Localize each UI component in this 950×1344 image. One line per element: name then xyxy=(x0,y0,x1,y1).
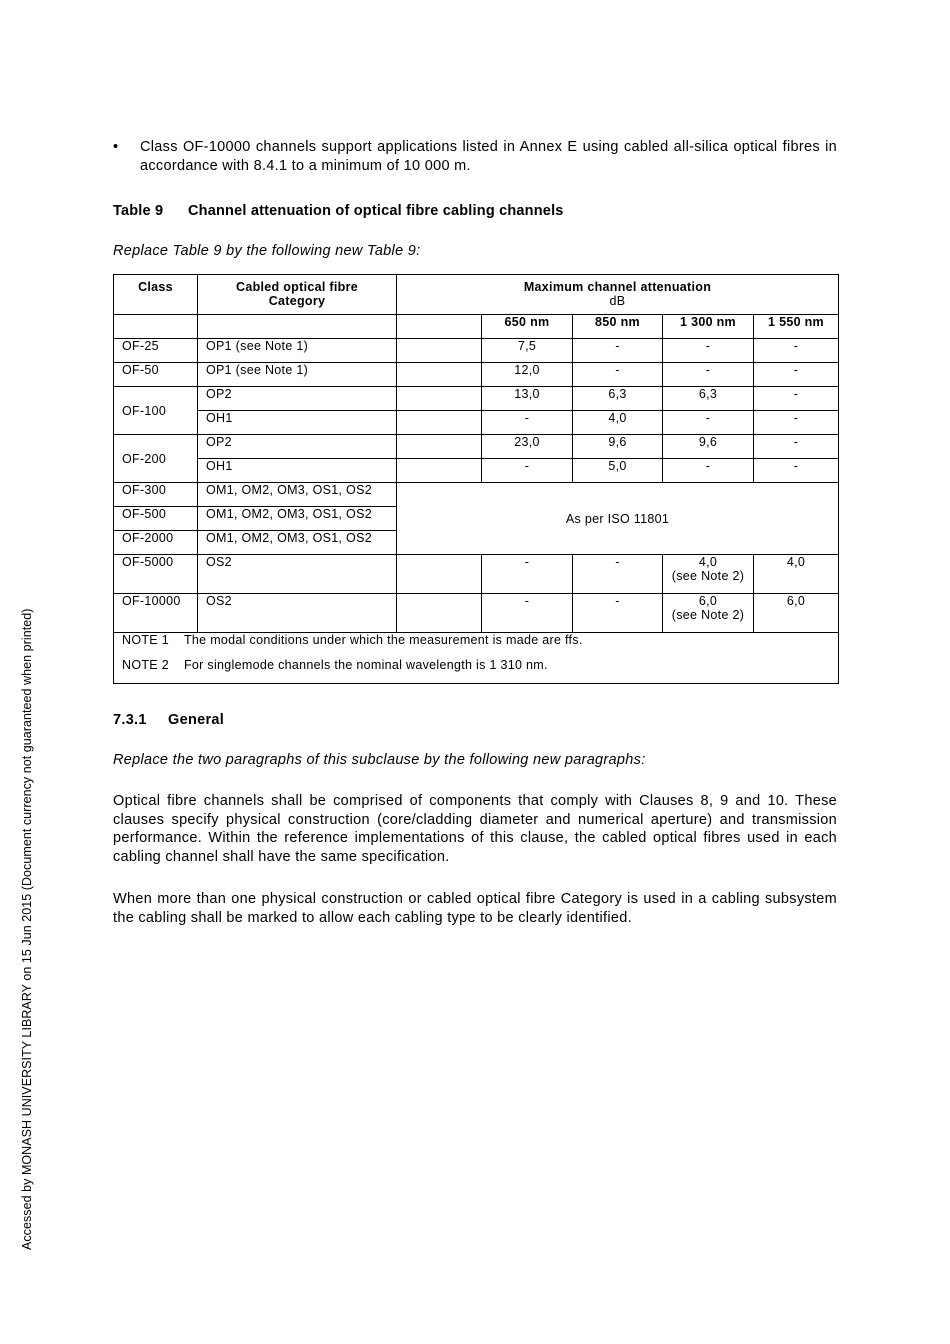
cell-category: OP1 (see Note 1) xyxy=(198,339,397,363)
cell-850: - xyxy=(573,363,663,387)
header-1300nm: 1 300 nm xyxy=(663,315,754,339)
cell-850: 5,0 xyxy=(573,459,663,483)
table-row-of100-oh1 xyxy=(114,411,839,435)
cell-category: OP2 xyxy=(198,387,397,411)
cell-class: OF-2000 xyxy=(114,531,198,555)
bullet-item xyxy=(113,138,837,175)
bullet-marker: • xyxy=(113,139,119,155)
table-instruction: Replace Table 9 by the following new Table 9: xyxy=(113,243,421,259)
cell-1300: - xyxy=(663,411,754,435)
cell-1550: - xyxy=(754,387,839,411)
cell-1550: - xyxy=(754,411,839,435)
cell-1300: 6,3 xyxy=(663,387,754,411)
section-heading xyxy=(113,712,837,728)
header-category: Cabled optical fibre Category xyxy=(198,275,397,315)
note-label: NOTE 2 xyxy=(122,658,169,672)
cell-1300: 9,6 xyxy=(663,435,754,459)
header-unit: dB xyxy=(609,294,626,308)
table-row-of25 xyxy=(114,339,839,363)
cell-850: 4,0 xyxy=(573,411,663,435)
cell-1300: - xyxy=(663,363,754,387)
cell-1550: - xyxy=(754,459,839,483)
attenuation-table xyxy=(113,274,839,684)
cell-850: 9,6 xyxy=(573,435,663,459)
cell-category: OS2 xyxy=(198,594,397,633)
cell-class: OF-300 xyxy=(114,483,198,507)
header-class: Class xyxy=(114,275,198,315)
cell-class: OF-10000 xyxy=(114,594,198,633)
note-text: The modal conditions under which the measurement is made are ffs. xyxy=(184,633,583,647)
table-notes xyxy=(114,633,839,684)
cell-class: OF-500 xyxy=(114,507,198,531)
cell-category: OP2 xyxy=(198,435,397,459)
table-number: Table 9 xyxy=(113,203,164,219)
table-row-of300 xyxy=(114,483,839,507)
cell-1300-value: 6,0 xyxy=(698,594,718,608)
cell-850: - xyxy=(573,555,663,594)
cell-850: 6,3 xyxy=(573,387,663,411)
cell-class: OF-25 xyxy=(114,339,198,363)
cell-category: OS2 xyxy=(198,555,397,594)
cell-650: - xyxy=(482,411,573,435)
cell-category: OM1, OM2, OM3, OS1, OS2 xyxy=(198,483,397,507)
cell-class: OF-5000 xyxy=(114,555,198,594)
paragraph-1: Optical fibre channels shall be comprised of components that comply with Clauses 8, 9 and 10. These clauses specify physical construction (core/cladding diameter and numerical aperture) and transmission performance. Within the reference implementations of this clause, the cabled optical fibres used in each cabling channel shall have the same specification. xyxy=(113,793,837,865)
cell-1550: - xyxy=(754,435,839,459)
table-caption xyxy=(113,203,837,219)
header-650nm: 650 nm xyxy=(482,315,573,339)
cell-850: - xyxy=(573,339,663,363)
cell-1300-value: 4,0 xyxy=(698,555,718,569)
cell-category: OH1 xyxy=(198,411,397,435)
note-label: NOTE 1 xyxy=(122,633,169,647)
cell-650: 7,5 xyxy=(482,339,573,363)
cell-650: 23,0 xyxy=(482,435,573,459)
cell-1300: - xyxy=(663,459,754,483)
cell-650: - xyxy=(482,594,573,633)
table-title: Channel attenuation of optical fibre cabling channels xyxy=(188,203,564,219)
cell-1300: - xyxy=(663,339,754,363)
cell-category: OH1 xyxy=(198,459,397,483)
cell-650: - xyxy=(482,459,573,483)
cell-1300 xyxy=(663,594,754,633)
cell-category: OP1 (see Note 1) xyxy=(198,363,397,387)
cell-1550: 4,0 xyxy=(754,555,839,594)
cell-category: OM1, OM2, OM3, OS1, OS2 xyxy=(198,531,397,555)
header-1550nm: 1 550 nm xyxy=(754,315,839,339)
section-instruction: Replace the two paragraphs of this subclause by the following new paragraphs: xyxy=(113,752,646,768)
paragraph-2: When more than one physical construction or cabled optical fibre Category is used in a cabling subsystem the cabling shall be marked to allow each cabling type to be clearly identified. xyxy=(113,891,837,926)
document-body xyxy=(113,138,837,927)
header-850nm: 850 nm xyxy=(573,315,663,339)
table-note-1 xyxy=(122,633,830,658)
cell-class: OF-100 xyxy=(114,387,198,435)
cell-650: 13,0 xyxy=(482,387,573,411)
table-notes-row xyxy=(114,633,839,684)
cell-category: OM1, OM2, OM3, OS1, OS2 xyxy=(198,507,397,531)
cell-class: OF-50 xyxy=(114,363,198,387)
cell-650: 12,0 xyxy=(482,363,573,387)
side-access-note: Accessed by MONASH UNIVERSITY LIBRARY on 15 Jun 2015 (Document currency not guaranteed when printed) xyxy=(20,608,34,1250)
section-number: 7.3.1 xyxy=(113,712,147,728)
cell-850: - xyxy=(573,594,663,633)
table-row-of100-op2 xyxy=(114,387,839,411)
header-max-attenuation-label: Maximum channel attenuation xyxy=(523,280,712,294)
cell-as-per-iso: As per ISO 11801 xyxy=(397,483,839,555)
bullet-text: Class OF-10000 channels support applications listed in Annex E using cabled all-silica optical fibres in accordance with 8.4.1 to a minimum of 10 000 m. xyxy=(140,139,837,174)
table-row-of200-op2 xyxy=(114,435,839,459)
header-max-attenuation xyxy=(397,275,839,315)
table-row-of10000 xyxy=(114,594,839,633)
cell-1300 xyxy=(663,555,754,594)
section-title: General xyxy=(168,712,225,728)
cell-1550: - xyxy=(754,363,839,387)
cell-1300-note: (see Note 2) xyxy=(671,608,745,622)
table-header-row xyxy=(114,275,839,315)
wavelength-row xyxy=(114,315,839,339)
table-note-2 xyxy=(122,658,830,683)
table-row-of200-oh1 xyxy=(114,459,839,483)
table-row-of5000 xyxy=(114,555,839,594)
table-row-of50 xyxy=(114,363,839,387)
cell-650: - xyxy=(482,555,573,594)
cell-1550: 6,0 xyxy=(754,594,839,633)
cell-class: OF-200 xyxy=(114,435,198,483)
cell-1300-note: (see Note 2) xyxy=(671,569,745,583)
note-text: For singlemode channels the nominal wavelength is 1 310 nm. xyxy=(184,658,548,672)
cell-1550: - xyxy=(754,339,839,363)
